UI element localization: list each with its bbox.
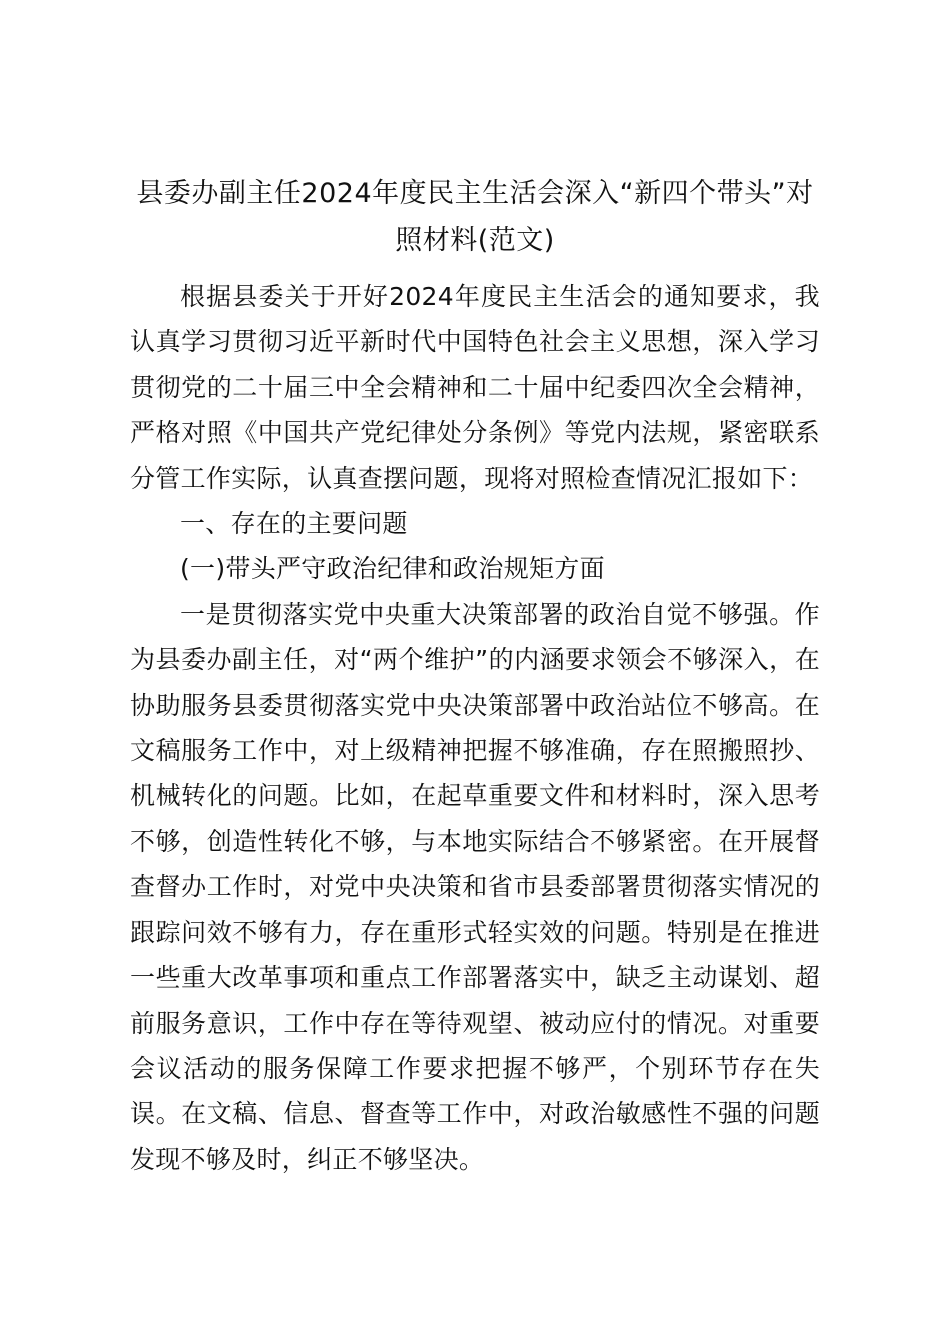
document-title: 县委办副主任2024年度民主生活会深入“新四个带头”对照材料(范文) [136, 178, 814, 256]
section-heading: 一、存在的主要问题 [180, 509, 408, 539]
body-paragraph: 一是贯彻落实党中央重大决策部署的政治自觉不够强。作为县委办副主任，对“两个维护”的内涵要求领会不够深入，在协助服务县委贯彻落实党中央决策部署中政治站位不够高。在文稿服务工作中，对上级精神把握不够准确，存在照搬照抄、机械转化的问题。比如，在起草重要文件和材料时，深入思考不够，创造性转化不够，与本地实际结合不够紧密。在开展督查督办工作时，对党中央决策和省市县委部署贯彻落实情况的跟踪问效不够有力，存在重形式轻实效的问题。特别是在推进一些重大改革事项和重点工作部署落实中，缺乏主动谋划、超前服务意识，工作中存在等待观望、被动应付的情况。对重要会议活动的服务保障工作要求把握不够严，个别环节存在失误。在文稿、信息、督查等工作中，对政治敏感性不强的问题发现不够及时，纠正不够坚决。 [130, 599, 820, 1174]
subsection-heading: (一)带头严守政治纪律和政治规矩方面 [180, 554, 605, 584]
document-body [130, 274, 820, 1182]
intro-paragraph: 根据县委关于开好2024年度民主生活会的通知要求，我认真学习贯彻习近平新时代中国特色社会主义思想，深入学习贯彻党的二十届三中全会精神和二十届中纪委四次全会精神，严格对照《中国共产党纪律处分条例》等党内法规，紧密联系分管工作实际，认真查摆问题，现将对照检查情况汇报如下： [130, 282, 820, 493]
